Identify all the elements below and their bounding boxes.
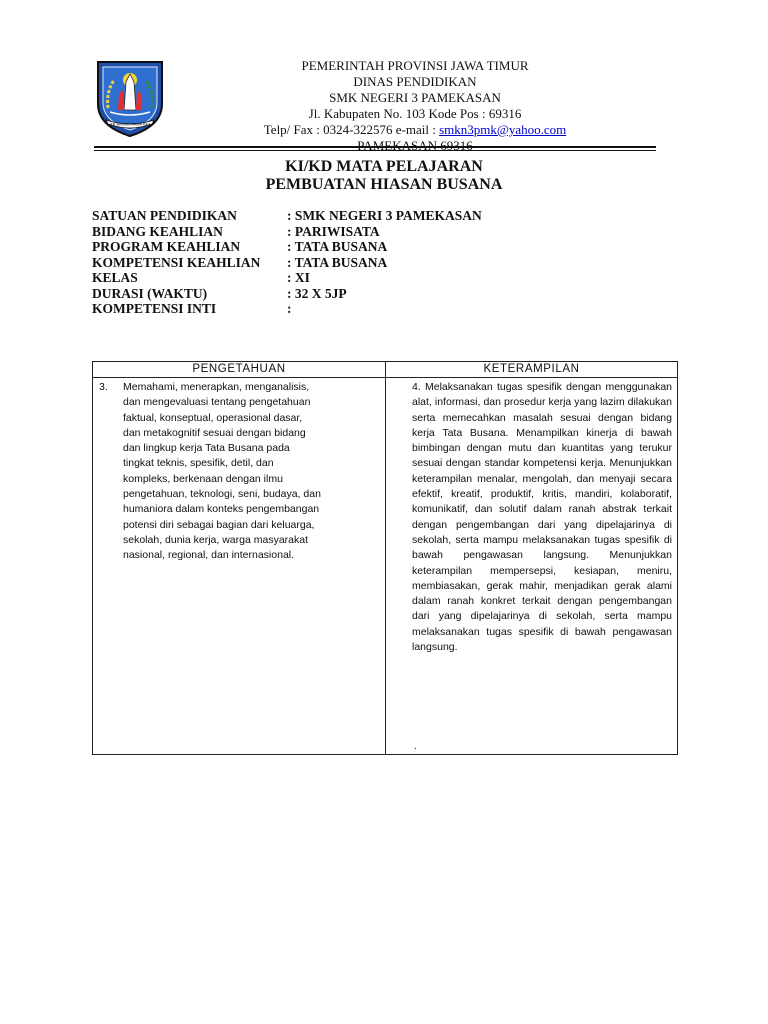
info-row xyxy=(92,208,482,224)
info-key: BIDANG KEAHLIAN xyxy=(92,223,223,239)
text-line: humaniora dalam konteks pengembangan xyxy=(123,503,320,516)
header-keterampilan: KETERAMPILAN xyxy=(483,363,580,375)
provincial-crest-icon xyxy=(94,58,166,138)
text-line: faktual, konseptual, operasional dasar, xyxy=(123,411,303,424)
info-key: PROGRAM KEAHLIAN xyxy=(92,239,241,254)
info-row xyxy=(92,270,482,286)
letterhead-address: Jl. Kabupaten No. 103 Kode Pos : 69316 xyxy=(308,106,522,121)
title-line1: KI/KD MATA PELAJARAN xyxy=(285,158,483,175)
text-line: dan lingkup kerja Tata Busana pada xyxy=(123,442,290,455)
letterhead-contact xyxy=(210,122,620,138)
ki-number: 3. xyxy=(99,381,108,393)
text-line: nasional, regional, dan internasional. xyxy=(123,549,295,562)
text-line: potensi diri sebagai bagian dari keluarga, xyxy=(123,518,315,531)
info-row xyxy=(92,286,482,302)
letterhead-line3: SMK NEGERI 3 PAMEKASAN xyxy=(329,90,501,105)
letterhead-line1: PEMERINTAH PROVINSI JAWA TIMUR xyxy=(301,58,529,73)
info-row xyxy=(92,224,482,240)
text-line: Memahami, menerapkan, menganalisis, xyxy=(123,381,310,393)
logo-motto: JER BASUKI MAWA BEA xyxy=(109,122,151,127)
info-key: KOMPETENSI KEAHLIAN xyxy=(92,254,261,270)
pengetahuan-text xyxy=(123,380,377,564)
text-line: dan metakognitif sesuai dengan bidang xyxy=(123,426,306,439)
info-row xyxy=(92,239,482,255)
trailing-mark: . xyxy=(414,741,417,752)
info-value: : PARIWISATA xyxy=(287,223,380,239)
title-line2: PEMBUATAN HIASAN BUSANA xyxy=(265,176,503,193)
info-block xyxy=(92,208,482,317)
info-value: : XI xyxy=(287,270,310,285)
contact-text: Telp/ Fax : 0324-322576 e-mail : xyxy=(263,122,440,137)
letterhead-line2: DINAS PENDIDIKAN xyxy=(353,74,477,89)
letterhead xyxy=(210,58,620,154)
text-line: kompleks, berkenaan dengan ilmu xyxy=(123,472,283,485)
text-line: pengetahuan, teknologi, seni, budaya, dan xyxy=(123,488,321,501)
kompetensi-inti-table xyxy=(92,361,678,755)
info-value: : xyxy=(287,301,292,316)
info-row xyxy=(92,255,482,271)
info-row xyxy=(92,301,482,317)
info-value: : SMK NEGERI 3 PAMEKASAN xyxy=(287,208,482,223)
letterhead-divider xyxy=(94,146,656,148)
info-key: KELAS xyxy=(92,270,138,285)
column-divider xyxy=(385,362,386,754)
keterampilan-text: 4. Melaksanakan tugas spesifik dengan menggunakan alat, informasi, dan prosedur kerja yang lazim dilakukan serta memecahkan masalah sesuai dengan bidang kerja Tata Busana. Menampilkan kinerja di bawah bimbingan dengan mutu dan kuantitas yang terukur sesuai dengan standar kompetensi kerja. Menunjukkan keterampilan menalar, mengolah, dan menyaji secara efektif, kreatif, produktif, kritis, mandiri, kolaboratif, komunikatif, dan solutif dalam ranah abstrak terkait dengan pengembangan dari yang dipelajarinya di sekolah, serta mampu melaksanakan tugas spesifik di bawah pengawasan langsung. Menunjukkan keterampilan mempersepsi, kesiapan, meniru, membiasakan, gerak mahir, menjadikan gerak alami dalam ranah konkret terkait dengan pengembangan dari yang dipelajarinya di sekolah, serta mampu melaksanakan tugas spesifik di bawah pengawasan langsung. xyxy=(412,381,672,654)
info-key: SATUAN PENDIDIKAN xyxy=(92,208,237,223)
info-key: DURASI (WAKTU) xyxy=(92,285,208,301)
email-link[interactable]: smkn3pmk@yahoo.com xyxy=(439,122,567,137)
header-pengetahuan: PENGETAHUAN xyxy=(192,363,286,375)
info-key: KOMPETENSI INTI xyxy=(92,301,217,316)
info-value: : TATA BUSANA xyxy=(287,239,388,254)
document-title xyxy=(94,158,674,194)
text-line: sekolah, dunia kerja, warga masyarakat xyxy=(123,533,309,546)
text-line: dan mengevaluasi tentang pengetahuan xyxy=(123,396,311,409)
info-value: : 32 X 5JP xyxy=(287,285,347,301)
text-line: tingkat teknis, spesifik, detil, dan xyxy=(123,457,274,470)
info-value: : TATA BUSANA xyxy=(287,254,388,270)
letterhead-divider-thin xyxy=(94,150,656,151)
